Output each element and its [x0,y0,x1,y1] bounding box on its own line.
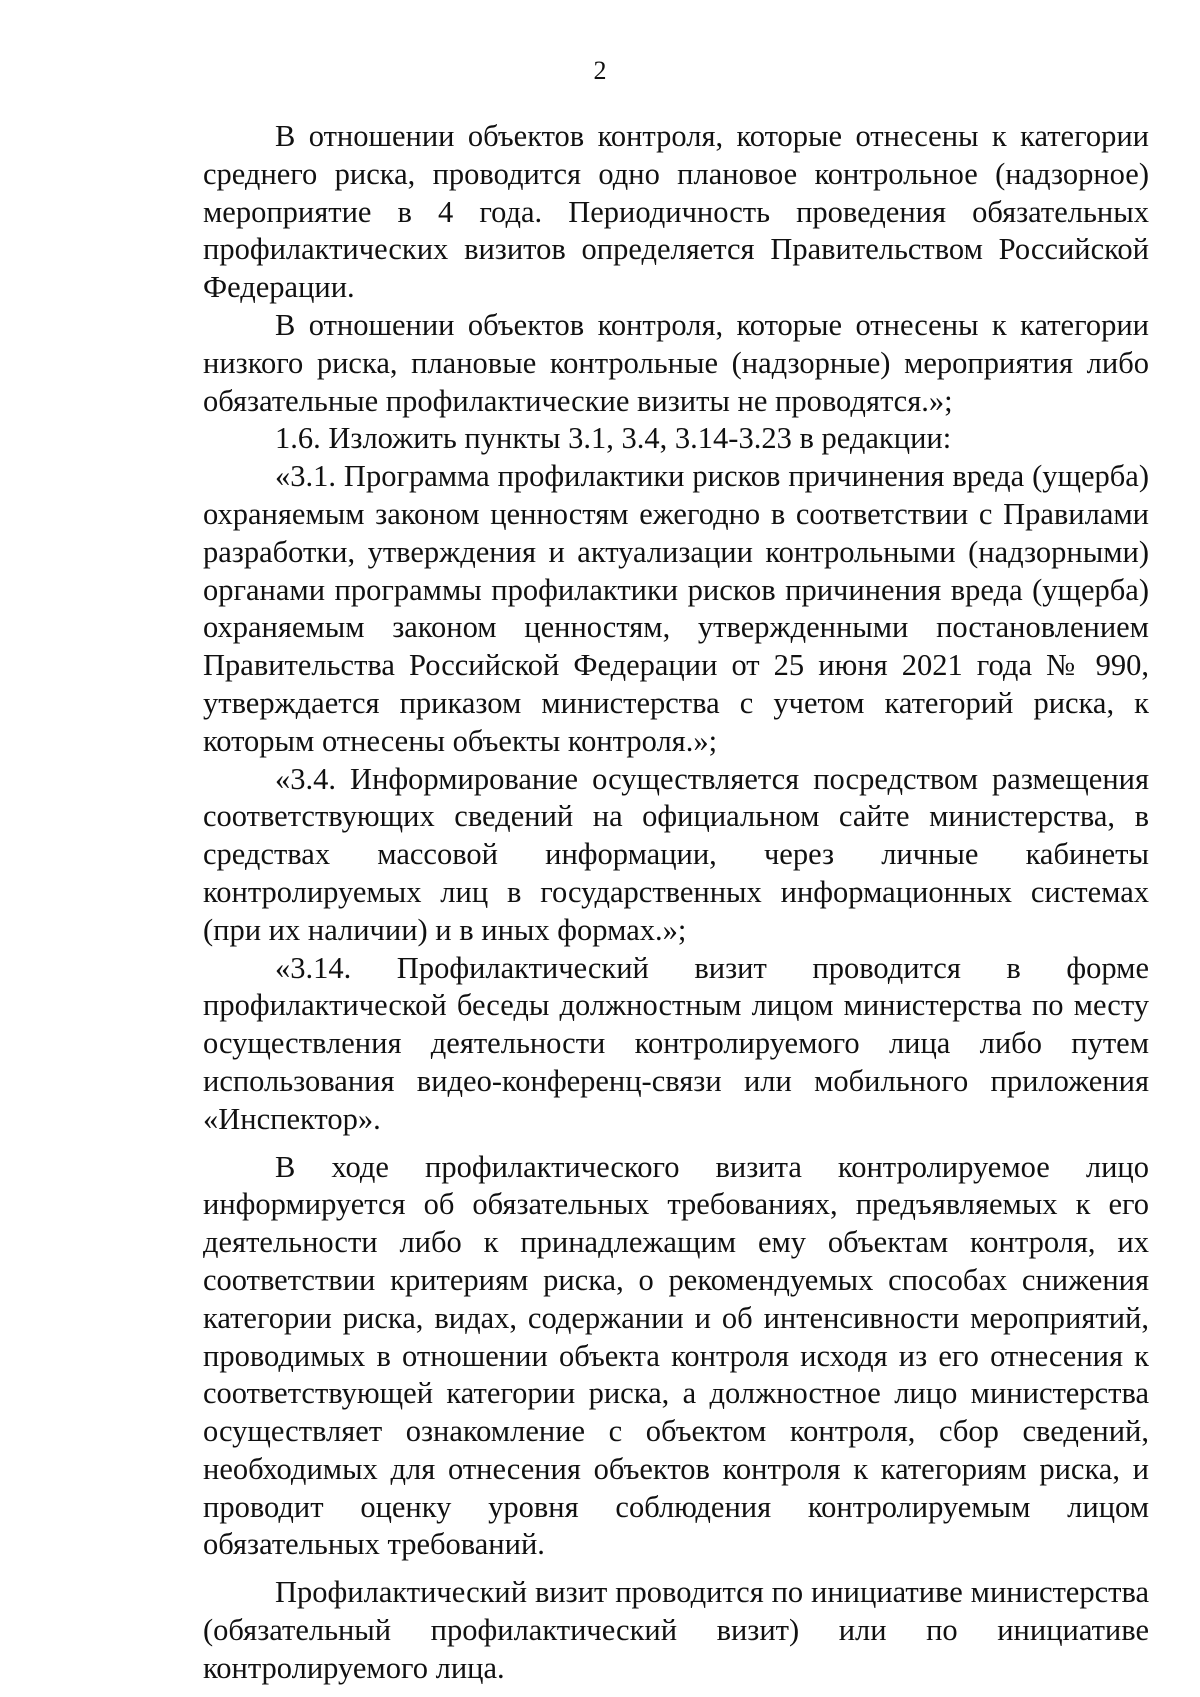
paragraph-clause-3-14: «3.14. Профилактический визит проводится в форме профилактической беседы должностным лицом министерства по месту осуществления деятельности контролируемого лица либо путем использования видео-конференц-связи или мобильного приложения «Инспектор». [203,950,1149,1136]
paragraph-medium-risk: В отношении объектов контроля, которые отнесены к категории среднего риска, проводится одно плановое контрольное (надзорное) мероприятие в 4 года. Периодичность проведения обязательных профилактических визитов определяется Правительством Российской Федерации. [203,119,1149,305]
paragraph-low-risk: В отношении объектов контроля, которые отнесены к категории низкого риска, плановые контрольные (надзорные) мероприятия либо обязательные профилактические визиты не проводятся.»; [203,307,1149,418]
paragraph-visit-content: В ходе профилактического визита контролируемое лицо информируется об обязательных требованиях, предъявляемых к его деятельности либо к принадлежащим ему объектам контроля, их соответствии критериям риска, о рекомендуемых способах снижения категории риска, видах, содержании и об интенсивности мероприятий, проводимых в отношении объекта контроля исходя из его отнесения к соответствующей категории риска, а должностное лицо министерства осуществляет ознакомление с объектом контроля, сбор сведений, необходимых для отнесения объектов контроля к категориям риска, и проводит оценку уровня соблюдения контролируемым лицом обязательных требований. [203,1149,1149,1562]
paragraph-item-1-6: 1.6. Изложить пункты 3.1, 3.4, 3.14-3.23 в редакции: [275,421,952,456]
document-body [203,118,1149,1688]
page-number: 2 [593,56,607,85]
paragraph-clause-3-4: «3.4. Информирование осуществляется посредством размещения соответствующих сведений на официальном сайте министерства, в средствах массовой информации, через личные кабинеты контролируемых лиц в государственных информационных системах (при их наличии) и в иных формах.»; [203,761,1149,947]
paragraph-visit-initiative: Профилактический визит проводится по инициативе министерства (обязательный профилактический визит) или по инициативе контролируемого лица. [203,1575,1149,1685]
paragraph-clause-3-1: «3.1. Программа профилактики рисков причинения вреда (ущерба) охраняемым законом ценностям ежегодно в соответствии с Правилами разработки, утверждения и актуализации контрольными (надзорными) органами программы профилактики рисков причинения вреда (ущерба) охраняемым законом ценностям, утвержденными постановлением Правительства Российской Федерации от 25 июня 2021 года № 990, утверждается приказом министерства с учетом категорий риска, к которым отнесены объекты контроля.»; [203,459,1149,758]
